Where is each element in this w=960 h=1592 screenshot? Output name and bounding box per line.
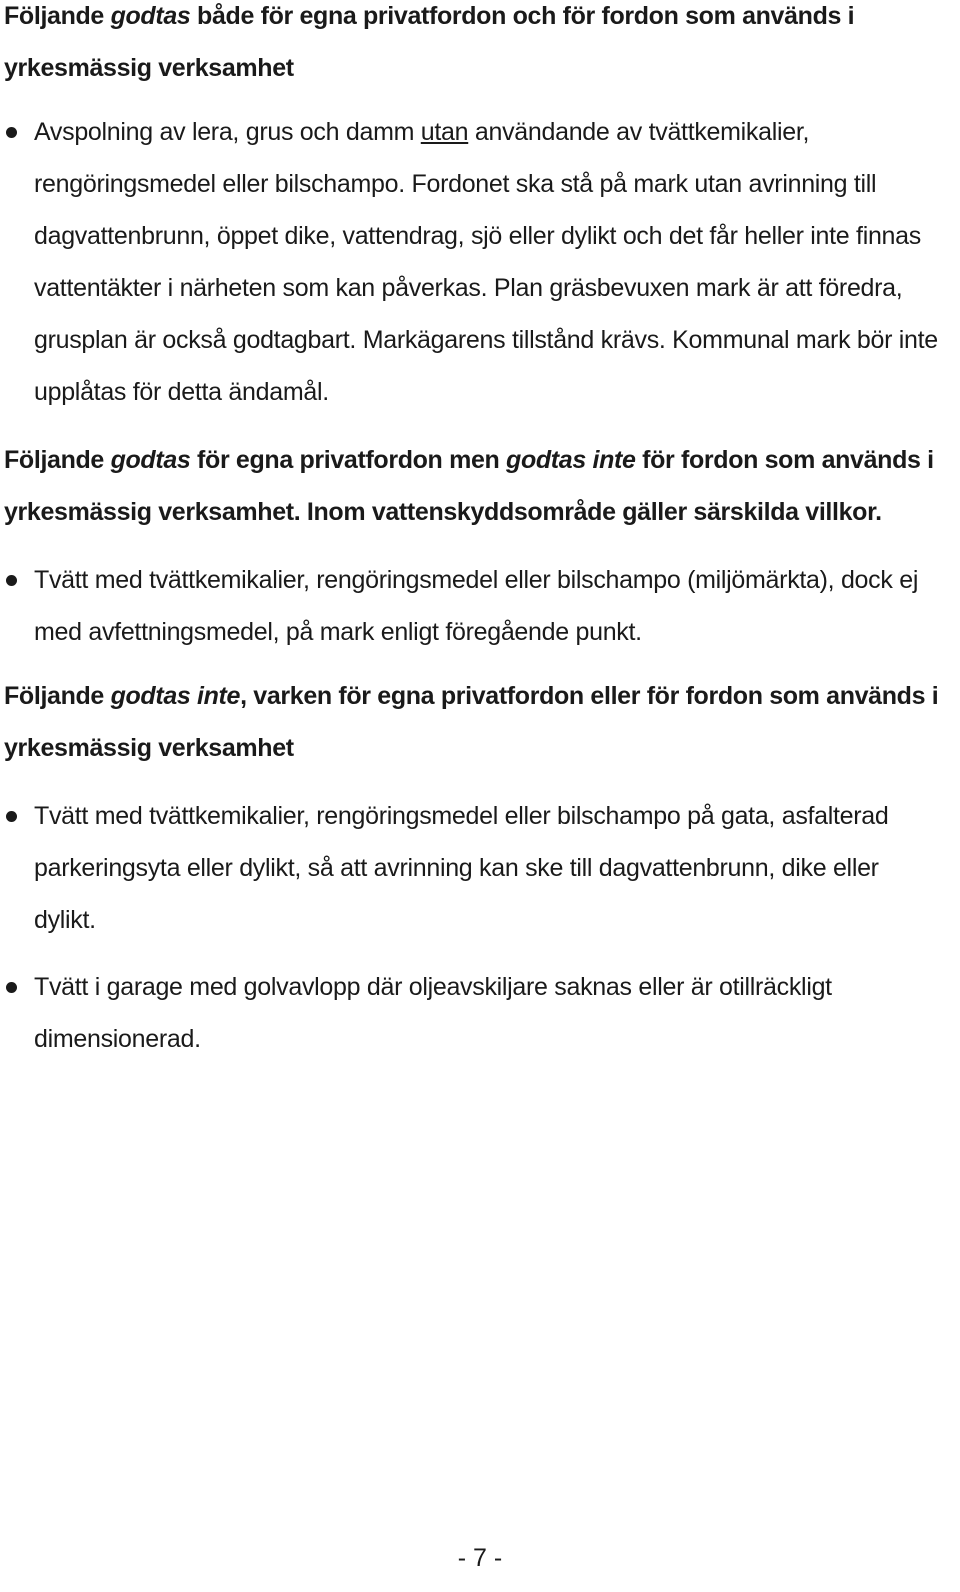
bullet-icon xyxy=(6,575,17,586)
section-heading xyxy=(4,434,949,538)
list-item-text-part: användande av tvättkemikalier, rengöringsmedel eller bilschampo. Fordonet ska stå på mark utan avrinning till dagvattenbrunn, öppet dike, vattendrag, sjö eller dylikt och det får heller inte finnas vattentäkter i närheten som kan påverkas. Plan gräsbevuxen mark är att föredra, grusplan är också godtagbart. Markägarens tillstånd krävs. Kommunal mark bör inte upplåtas för detta ändamål. xyxy=(34,118,938,406)
list-item-text: Tvätt med tvättkemikalier, rengöringsmedel eller bilschampo på gata, asfalterad parkeringsyta eller dylikt, så att avrinning kan ske till dagvattenbrunn, dike eller dylikt. xyxy=(34,802,889,934)
heading-text: Följande xyxy=(4,446,111,474)
bullet-icon xyxy=(6,127,17,138)
bullet-icon xyxy=(6,811,17,822)
heading-text: för egna privatfordon men xyxy=(190,446,507,474)
heading-text: Följande xyxy=(4,2,111,30)
underlined-text: utan xyxy=(420,118,469,146)
bullet-icon xyxy=(6,982,17,993)
list-item-text-part: Avspolning av lera, grus och damm xyxy=(34,118,421,146)
heading-emphasis: godtas inte xyxy=(110,682,241,710)
heading-emphasis: godtas xyxy=(110,446,191,474)
list-item-text: Tvätt med tvättkemikalier, rengöringsmedel eller bilschampo (miljömärkta), dock ej med avfettningsmedel, på mark enligt föregående punkt. xyxy=(34,566,919,646)
heading-text: , varken för egna privatfordon eller för fordon som används i yrkesmässig verksamhet xyxy=(4,682,939,762)
page-number: - 7 - xyxy=(457,1544,503,1572)
section-heading xyxy=(4,0,949,94)
heading-emphasis: godtas inte xyxy=(506,446,636,474)
heading-text: Följande xyxy=(4,682,111,710)
list-item-text xyxy=(34,106,946,418)
list-item-text: Tvätt i garage med golvavlopp där oljeavskiljare saknas eller är otillräckligt dimensionerad. xyxy=(34,973,832,1053)
heading-emphasis: godtas xyxy=(110,2,191,30)
section-heading xyxy=(4,670,949,774)
heading-text: både för egna privatfordon och för fordon som används i yrkesmässig verksamhet xyxy=(4,2,855,82)
heading-text: för fordon som används i yrkesmässig verksamhet. Inom vattenskyddsområde gäller särskilda villkor. xyxy=(4,446,934,526)
